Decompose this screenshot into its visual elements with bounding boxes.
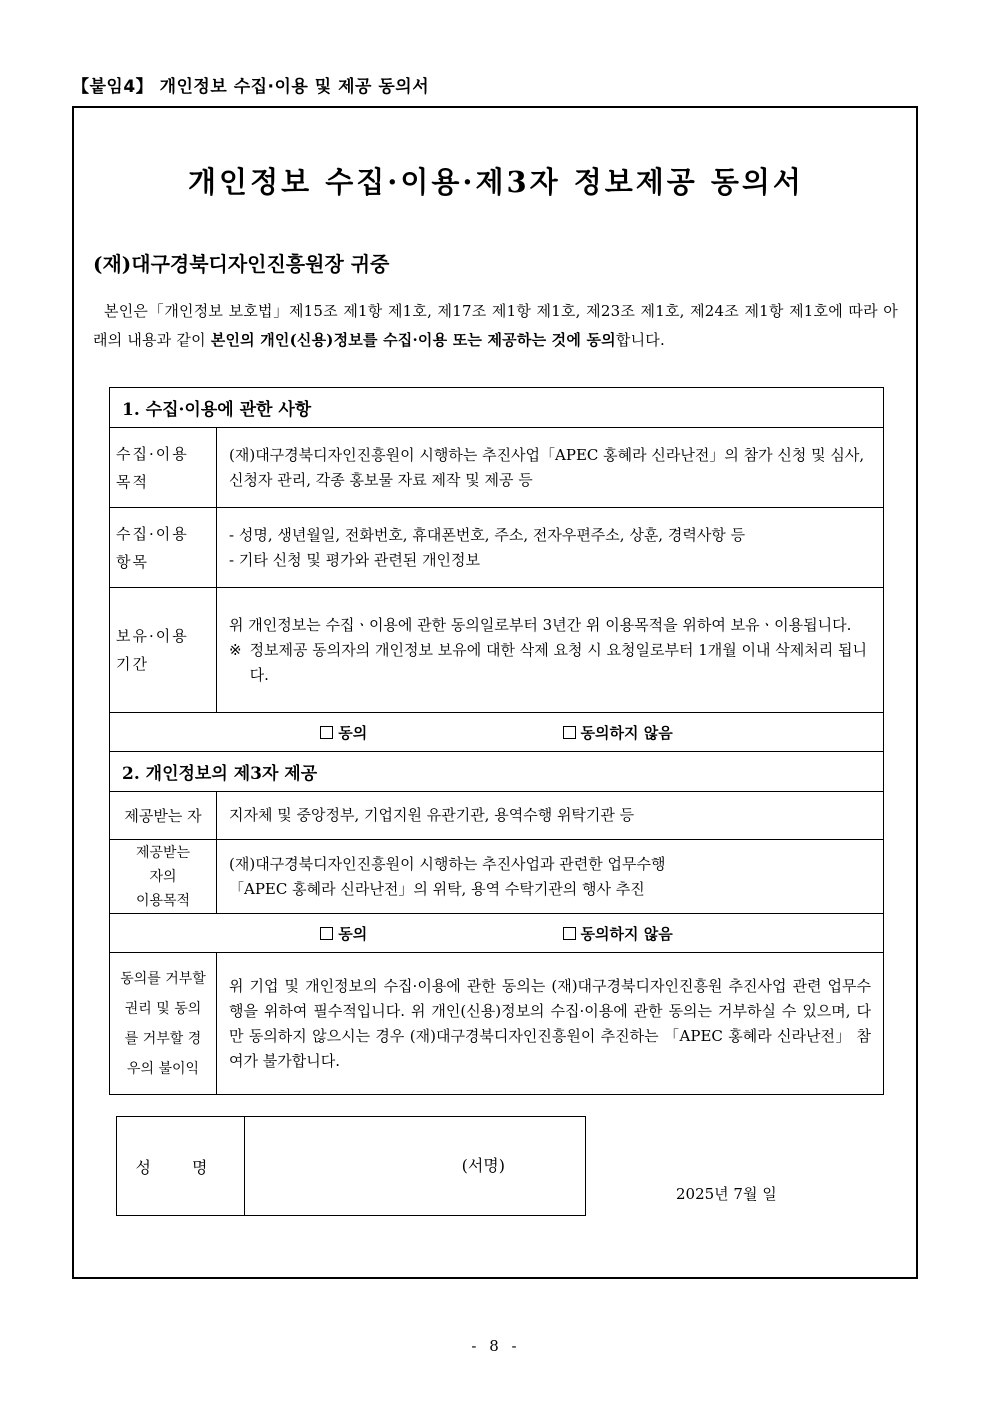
checkbox-icon bbox=[320, 726, 333, 739]
section2-agree-checkbox[interactable]: 동의 bbox=[320, 923, 367, 944]
items-line-2: - 기타 신청 및 평가와 관련된 개인정보 bbox=[229, 550, 481, 569]
section1-agree-checkbox[interactable]: 동의 bbox=[320, 722, 367, 743]
addressee: (재)대구경북디자인진흥원장 귀중 bbox=[93, 252, 390, 276]
usage-content bbox=[217, 840, 884, 914]
section1-disagree-checkbox[interactable]: 동의하지 않음 bbox=[563, 722, 673, 743]
items-label: 수집·이용 항목 bbox=[110, 508, 217, 588]
usage-label: 제공받는 자의 이용목적 bbox=[110, 840, 217, 914]
date: 2025년 7월 일 bbox=[676, 1185, 777, 1203]
section2-disagree-checkbox[interactable]: 동의하지 않음 bbox=[563, 923, 673, 944]
sign-label: (서명) bbox=[461, 1155, 505, 1175]
intro-text: 본인은「개인정보 보호법」제15조 제1항 제1호, 제17조 제1항 제1호, 제23조 제1호, 제24조 제1항 제1호에 따라 아래의 내용과 같이 bbox=[93, 302, 899, 349]
checkbox-icon bbox=[563, 726, 576, 739]
signature-field[interactable] bbox=[245, 1117, 586, 1216]
intro-bold-text: 본인의 개인(신용)정보를 수집·이용 또는 제공하는 것에 동의 bbox=[210, 331, 616, 349]
period-line-1: 위 개인정보는 수집ㆍ이용에 관한 동의일로부터 3년간 위 이용목적을 위하여 보유ㆍ이용됩니다. bbox=[229, 615, 852, 634]
checkbox-icon bbox=[320, 927, 333, 940]
section2-consent-row bbox=[110, 914, 884, 953]
intro-text-end: 합니다. bbox=[615, 331, 665, 349]
purpose-label: 수집·이용 목적 bbox=[110, 428, 217, 508]
period-note-text: 정보제공 동의자의 개인정보 보유에 대한 삭제 요청 시 요청일로부터 1개월 이내 삭제처리 됩니다. bbox=[249, 640, 867, 684]
section1-consent-row bbox=[110, 713, 884, 752]
period-content bbox=[217, 588, 884, 713]
period-note bbox=[229, 638, 871, 688]
intro-paragraph bbox=[93, 297, 898, 355]
items-line-1: - 성명, 생년월일, 전화번호, 휴대폰번호, 주소, 전자우편주소, 상훈, 경력사항 등 bbox=[229, 525, 746, 544]
recipient-label: 제공받는 자 bbox=[110, 792, 217, 840]
page-number: - 8 - bbox=[471, 1337, 521, 1355]
refusal-label: 동의를 거부할 권리 및 동의 를 거부할 경 우의 불이익 bbox=[110, 953, 217, 1095]
name-label: 성 명 bbox=[117, 1117, 245, 1216]
attachment-header: 【붙임4】 개인정보 수집·이용 및 제공 동의서 bbox=[72, 77, 430, 97]
usage-line-2: 「APEC 홍혜라 신라난전」의 위탁, 용역 수탁기관의 행사 추진 bbox=[229, 879, 645, 898]
signature-table bbox=[116, 1116, 586, 1216]
section2-heading: 2. 개인정보의 제3자 제공 bbox=[110, 752, 884, 792]
checkbox-icon bbox=[563, 927, 576, 940]
purpose-content: (재)대구경북디자인진흥원이 시행하는 추진사업「APEC 홍혜라 신라난전」의 참가 신청 및 심사, 신청자 관리, 각종 홍보물 자료 제작 및 제공 등 bbox=[217, 428, 884, 508]
page-title: 개인정보 수집·이용·제3자 정보제공 동의서 bbox=[188, 165, 804, 199]
items-content bbox=[217, 508, 884, 588]
section1-heading: 1. 수집·이용에 관한 사항 bbox=[110, 388, 884, 428]
usage-line-1: (재)대구경북디자인진흥원이 시행하는 추진사업과 관련한 업무수행 bbox=[229, 854, 666, 873]
consent-table bbox=[109, 387, 884, 1095]
note-mark: ※ bbox=[229, 640, 242, 659]
period-label: 보유·이용 기간 bbox=[110, 588, 217, 713]
refusal-content: 위 기업 및 개인정보의 수집·이용에 관한 동의는 (재)대구경북디자인진흥원 추진사업 관련 업무수행을 위하여 필수적입니다. 위 개인(신용)정보의 수집·이용에 관한 동의는 거부하실 수 있으며, 다만 동의하지 않으시는 경우 (재)대구경북디자인진흥원이 추진하는 「APEC 홍혜라 신라난전」 참여가 불가합니다. bbox=[217, 953, 884, 1095]
recipient-content: 지자체 및 중앙정부, 기업지원 유관기관, 용역수행 위탁기관 등 bbox=[217, 792, 884, 840]
